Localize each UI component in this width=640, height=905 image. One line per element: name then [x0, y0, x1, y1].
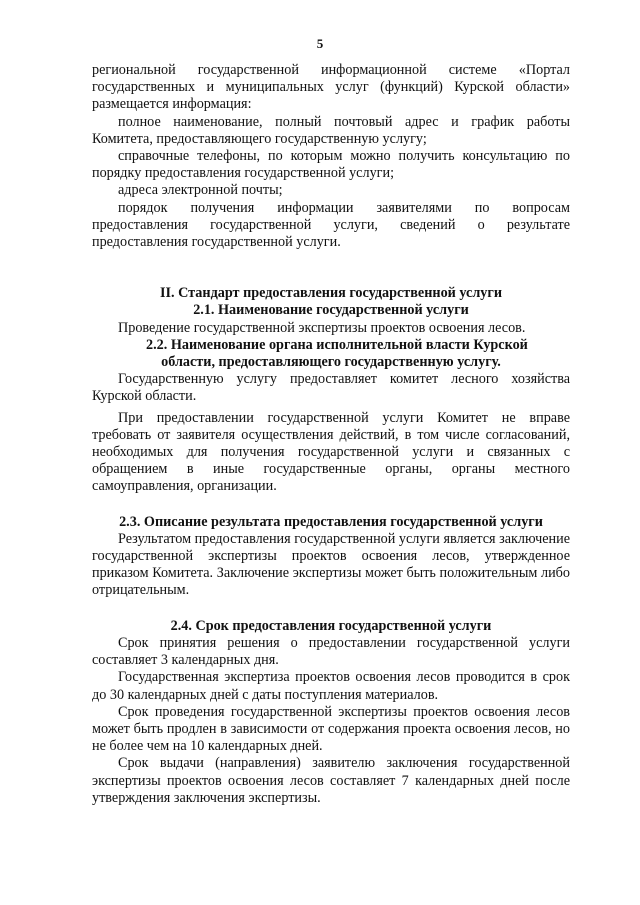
- intro-item-3: адреса электронной почты;: [118, 182, 283, 199]
- section-2-title: II. Стандарт предоставления государственной услуги: [159, 285, 503, 302]
- subsection-2-2-title-line-2: области, предоставляющего государственную услугу.: [161, 354, 501, 371]
- document-body: [92, 62, 570, 807]
- subsection-2-3-title: 2.3. Описание результата предоставления государственной услуги: [119, 513, 543, 530]
- subsection-2-4-paragraph-4: Срок выдачи (направления) заявителю заключения государственной экспертизы проектов освоения лесов составляет 7 календарных дней после утверждения заключения экспертизы.: [92, 755, 570, 806]
- subsection-2-2-title-line-1: 2.2. Наименование органа исполнительной власти Курской: [146, 336, 528, 353]
- spacer: [92, 600, 570, 618]
- subsection-2-2-paragraph-1: Государственную услугу предоставляет комитет лесного хозяйства Курской области.: [92, 371, 570, 405]
- subsection-2-1-text: Проведение государственной экспертизы проектов освоения лесов.: [118, 319, 526, 336]
- subsection-2-4-paragraph-2: Государственная экспертиза проектов освоения лесов проводится в срок до 30 календарных дней с даты поступления материалов.: [92, 669, 570, 703]
- intro-item-1: полное наименование, полный почтовый адрес и график работы Комитета, предоставляющего государственную услугу;: [92, 113, 570, 147]
- spacer: [92, 251, 570, 285]
- intro-item-2: справочные телефоны, по которым можно получить консультацию по порядку предоставления государственной услуги;: [92, 148, 570, 182]
- subsection-2-2-paragraph-2: При предоставлении государственной услуги Комитет не вправе требовать от заявителя осуществления действий, в том числе согласований, необходимых для получения государственной услуги и связанных с обращением в иные государственные органы, органы местного самоуправления, организации.: [92, 409, 570, 495]
- subsection-2-3-paragraph: Результатом предоставления государственной услуги является заключение государственной экспертизы проектов освоения лесов, утвержденное приказом Комитета. Заключение экспертизы может быть положительным либо отрицательным.: [92, 530, 570, 599]
- subsection-2-4-paragraph-1: Срок принятия решения о предоставлении государственной услуги составляет 3 календарных дня.: [92, 634, 570, 669]
- subsection-2-4-title: 2.4. Срок предоставления государственной услуги: [170, 617, 492, 634]
- page-number: 5: [316, 36, 324, 51]
- intro-paragraph: региональной государственной информационной системе «Портал государственных и муниципальных услуг (функций) Курской области» размещается информация:: [92, 62, 570, 113]
- spacer: [92, 496, 570, 514]
- intro-item-4: порядок получения информации заявителями по вопросам предоставления государственной услуги, сведений о результате предоставления государственной услуги.: [92, 199, 570, 251]
- subsection-2-1-title: 2.1. Наименование государственной услуги: [193, 302, 469, 319]
- subsection-2-4-paragraph-3: Срок проведения государственной экспертизы проектов освоения лесов может быть продлен в зависимости от содержания проекта освоения лесов, но не более чем на 10 календарных дней.: [92, 703, 570, 755]
